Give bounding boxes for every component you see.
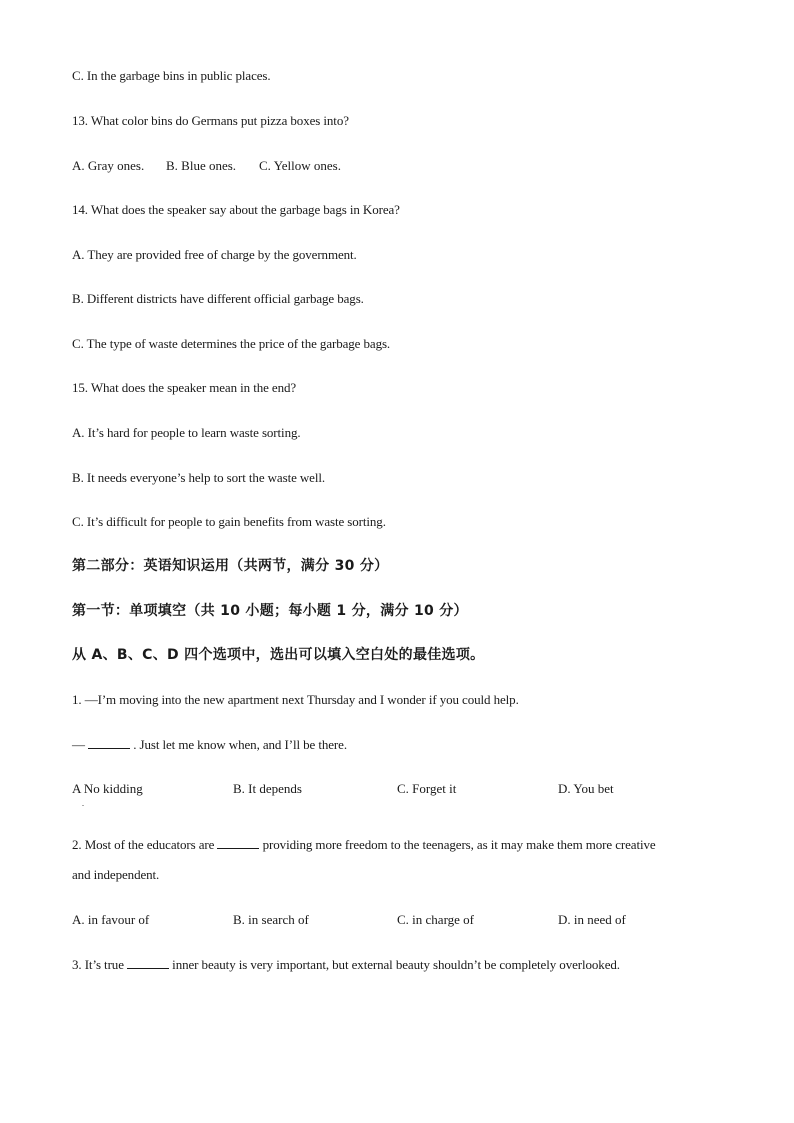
q15-option-b: B. It needs everyone’s help to sort the waste well. (72, 470, 326, 485)
q14-option-a: A. They are provided free of charge by the government. (72, 247, 357, 262)
q1-line2 (72, 736, 347, 753)
q13-option-c: C. Yellow ones. (259, 158, 341, 173)
q15-stem: 15. What does the speaker mean in the end? (72, 380, 297, 395)
q2-answer-blank (217, 836, 259, 849)
q13-stem: 13. What color bins do Germans put pizza boxes into? (72, 113, 349, 128)
q14-option-b: B. Different districts have different official garbage bags. (72, 291, 364, 306)
q3-line1-suffix: inner beauty is very important, but external beauty shouldn’t be completely overlooked. (169, 957, 620, 972)
q1-option-c: C. Forget it (397, 781, 457, 796)
q2-option-b: B. in search of (233, 912, 309, 927)
q2-line1 (72, 836, 656, 853)
q3-line1 (72, 956, 620, 973)
q1-dash: — (72, 737, 89, 752)
section1-title: 第一节：单项填空（共 10 小题；每小题 1 分，满分 10 分） (72, 603, 468, 619)
q2-option-d: D. in need of (558, 912, 626, 927)
q1-option-d: D. You bet (558, 781, 614, 796)
section1-instruction: 从 A、B、C、D 四个选项中，选出可以填入空白处的最佳选项。 (72, 647, 485, 663)
q2-option-a: A. in favour of (72, 912, 150, 927)
q3-line1-prefix: 3. It’s true (72, 957, 128, 972)
q1-option-b: B. It depends (233, 781, 302, 796)
q13-option-a: A. Gray ones. (72, 158, 145, 173)
q13-option-b: B. Blue ones. (166, 158, 237, 173)
q1-answer-blank (88, 736, 130, 749)
q12-option-c: C. In the garbage bins in public places. (72, 68, 271, 83)
stray-mark: . (82, 799, 84, 808)
part2-title: 第二部分：英语知识运用（共两节，满分 30 分） (72, 558, 389, 574)
q2-line1-suffix: providing more freedom to the teenagers, as it may make them more creative (259, 837, 656, 852)
q14-option-c: C. The type of waste determines the price of the garbage bags. (72, 336, 391, 351)
q2-option-c: C. in charge of (397, 912, 475, 927)
q15-option-a: A. It’s hard for people to learn waste sorting. (72, 425, 301, 440)
q1-line1: 1. —I’m moving into the new apartment next Thursday and I wonder if you could help. (72, 692, 519, 707)
q3-answer-blank (127, 956, 169, 969)
q1-option-a: A No kidding (72, 781, 143, 796)
q2-line2: and independent. (72, 867, 160, 882)
q14-stem: 14. What does the speaker say about the garbage bags in Korea? (72, 202, 400, 217)
q2-line1-prefix: 2. Most of the educators are (72, 837, 218, 852)
q1-line2-text: . Just let me know when, and I’ll be there. (130, 737, 347, 752)
q15-option-c: C. It’s difficult for people to gain benefits from waste sorting. (72, 514, 386, 529)
